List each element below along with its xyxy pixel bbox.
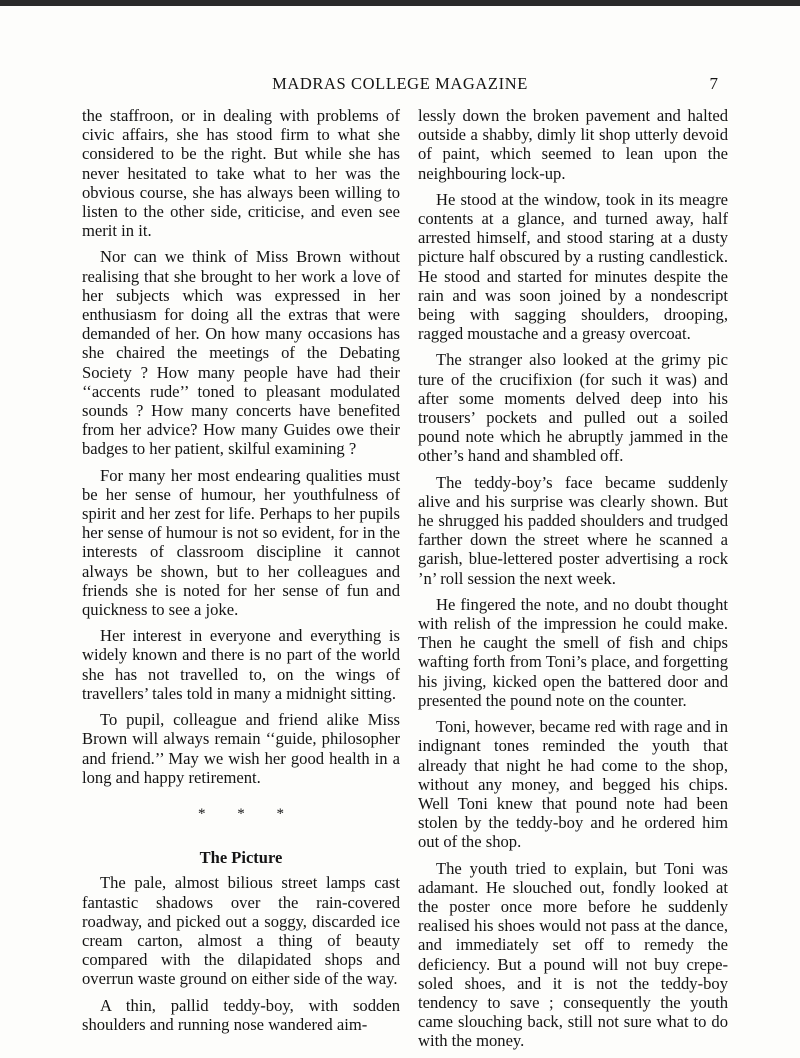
paragraph: The pale, almost bilious street lamps cast fantastic shadows over the rain-covered roadway, and picked out a soggy, discarded ice cream carton, almost a thing of beauty compared with the dilapidated shops and overrun waste ground on either side of the way.	[82, 873, 400, 989]
paragraph: The teddy-boy’s face became suddenly alive and his surprise was clearly shown. But he shrugged his padded shoulders and trudged farther down the street where he scanned a garish, blue-lettered poster advertising a rock ’n’ roll session the next week.	[418, 472, 728, 588]
magazine-title: MADRAS COLLEGE MAGAZINE	[272, 74, 528, 93]
right-column	[418, 106, 728, 1058]
paragraph: To pupil, colleague and friend alike Miss Brown will always remain ‘‘guide, philosopher and friend.’’ May we wish her good health in a long and happy retirement.	[82, 710, 400, 787]
separator-star: *	[198, 805, 206, 822]
paragraph: the staffroon, or in dealing with problems of civic affairs, she has stood firm to what she considered to be the right. But while she has never hesitated to take what to her was the obvious course, she has always been willing to listen to the other side, criticise, and even see merit in it.	[82, 106, 400, 241]
paragraph: Toni, however, became red with rage and in indignant tones reminded the youth that already that night he had come to the shop, without any money, and begged his chips. Well Toni knew that pound note had been stolen by the teddy-boy and he ordered him out of the shop.	[418, 717, 728, 852]
page-header	[82, 74, 718, 98]
paragraph: The stranger also looked at the grimy pic ture of the crucifixion (for such it was) and after some moments delved deep into his trousers’ pockets and pulled out a soiled pound note which he abruptly jammed in the other’s hand and shambled off.	[418, 350, 728, 466]
separator-star: *	[276, 805, 284, 822]
section-separator	[82, 805, 400, 824]
left-column	[82, 106, 400, 1041]
paragraph: A thin, pallid teddy-boy, with sodden shoulders and running nose wandered aim-	[82, 995, 400, 1034]
paragraph: He stood at the window, took in its meagre contents at a glance, and turned away, half arrested himself, and stood staring at a dusty picture half obscured by a rusting candlestick. He stood and started for minutes despite the rain and was soon joined by a nondescript being with sagging shoulders, drooping, ragged moustache and a greasy overcoat.	[418, 189, 728, 344]
paragraph: lessly down the broken pavement and halted outside a shabby, dimly lit shop utterly devoid of paint, which seemed to lean upon the neighbouring lock-up.	[418, 106, 728, 183]
story-title: The Picture	[199, 848, 283, 868]
page-number: 7	[709, 74, 718, 93]
paragraph: He fingered the note, and no doubt thought with relish of the impression he could make. Then he caught the smell of fish and chips wafting forth from Toni’s place, and forgetting his jiving, kicked open the battered door and presented the pound note on the counter.	[418, 594, 728, 710]
paragraph: The youth tried to explain, but Toni was adamant. He slouched out, fondly looked at the poster once more before he suddenly realised his shoes would not pass at the dance, and immediately set off to remedy the deficiency. But a pound will not buy crepe-soled shoes, and it is not the teddy-boy tendency to save ; consequently the youth came slouching back, still not sure what to do with the money.	[418, 858, 728, 1051]
page-top-border	[0, 0, 800, 6]
paragraph: Her interest in everyone and everything is widely known and there is no part of the world she has not travelled to, on the wings of travellers’ tales told in many a midnight sitting.	[82, 626, 400, 703]
paragraph: Nor can we think of Miss Brown without realising that she brought to her work a love of her subjects which was expressed in her enthusiasm for doing all the extras that were demanded of her. On how many occasions has she chaired the meetings of the Debating Society ? How many people have had their ‘‘accents rude’’ toned to pleasant modulated sounds ? How many concerts have benefited from her advice? How many Guides owe their badges to her patient, skilful examining ?	[82, 247, 400, 459]
separator-star: *	[237, 805, 245, 822]
paragraph: For many her most endearing qualities must be her sense of humour, her youthfulness of spirit and her zest for life. Perhaps to her pupils her sense of humour is not so evident, for in the interests of classroom discipline it cannot always be shown, but to her colleagues and friends she is noted for her sense of fun and quickness to see a joke.	[82, 465, 400, 620]
